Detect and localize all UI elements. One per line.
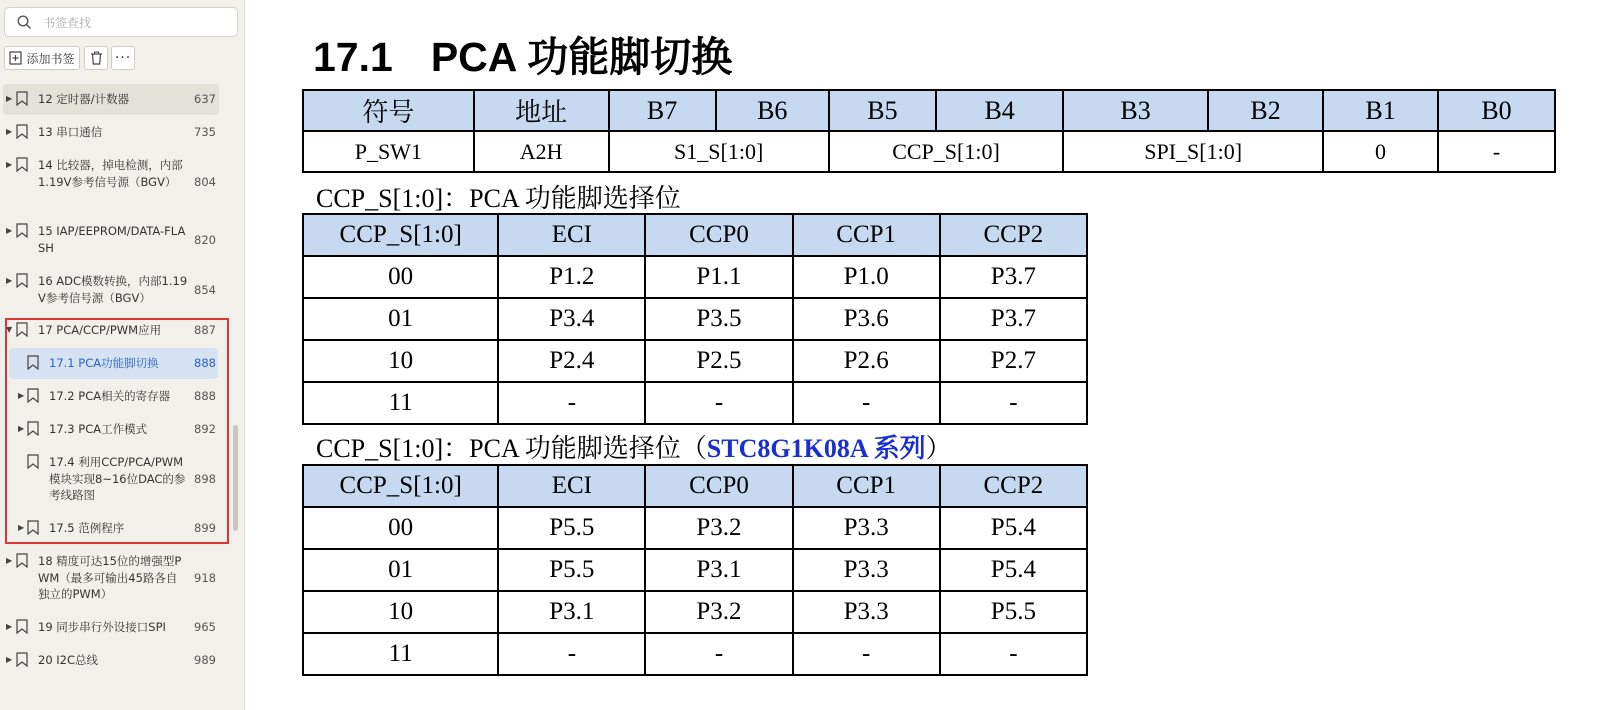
bookmark-search-box[interactable] [4,7,238,37]
cell: - [793,382,940,424]
delete-bookmark-button[interactable] [84,46,108,70]
table-row [303,340,1087,382]
cell: - [1438,131,1555,172]
bookmark-search-input[interactable] [41,13,231,33]
expand-arrow-icon[interactable]: ▶ [6,655,13,664]
cell: P2.6 [793,340,940,382]
toc-page: 804 [194,175,216,189]
header-cell: CCP2 [940,465,1087,507]
search-icon [17,15,32,30]
cell: P5.4 [940,507,1087,549]
cell: P5.5 [498,507,645,549]
more-options-label: ··· [114,50,132,66]
bookmark-icon [16,124,28,139]
table-row [303,131,1555,172]
expand-arrow-icon[interactable]: ▶ [6,226,13,235]
toc-page: 899 [194,521,216,535]
toc-page: 820 [194,233,216,247]
table-row [303,633,1087,675]
caption-highlight: STC8G1K08A 系列 [706,434,926,463]
header-cell: ECI [498,214,645,256]
toc-page: 888 [194,356,216,370]
toc-page: 898 [194,472,216,486]
table-row [303,591,1087,633]
cell: - [645,633,792,675]
toc-page: 887 [194,323,216,337]
sidebar-scrollbar[interactable] [233,425,238,531]
expand-arrow-icon[interactable]: ▶ [6,94,13,103]
bookmark-icon [16,157,28,172]
cell: 10 [303,591,498,633]
cell: P3.7 [940,298,1087,340]
header-cell: B0 [1438,90,1555,131]
cell: S1_S[1:0] [609,131,829,172]
header-cell: CCP_S[1:0] [303,214,498,256]
caption-prefix: CCP_S[1:0]：PCA 功能脚选择位（ [316,434,707,463]
header-cell: CCP1 [793,465,940,507]
cell: 01 [303,549,498,591]
toc-title: 14 比较器，掉电检测，内部1.19V参考信号源（BGV） [38,158,183,189]
annotation-red-box [5,318,229,544]
header-cell: CCP_S[1:0] [303,465,498,507]
toc-title: 12 定时器/计数器 [38,92,130,106]
collapse-arrow-icon[interactable]: ▼ [6,325,13,334]
header-cell: 符号 [303,90,474,131]
toc-title: 16 ADC模数转换，内部1.19V参考信号源（BGV） [38,274,188,305]
toc-title: 13 串口通信 [38,125,103,139]
table-row [303,549,1087,591]
table-row [303,507,1087,549]
bookmark-icon [16,91,28,106]
table-header-row [303,465,1087,507]
expand-arrow-icon[interactable]: ▶ [6,160,13,169]
cell: - [940,382,1087,424]
cell: SPI_S[1:0] [1063,131,1323,172]
toc-title: 17.3 PCA工作模式 [49,422,148,436]
cell: P1.1 [645,256,792,298]
cell: P3.4 [498,298,645,340]
header-cell: B4 [936,90,1063,131]
toc-page: 888 [194,389,216,403]
header-cell: B5 [829,90,936,131]
toc-page: 637 [194,92,216,106]
cell: P3.7 [940,256,1087,298]
header-cell: B7 [609,90,716,131]
header-cell: CCP2 [940,214,1087,256]
cell: 0 [1323,131,1438,172]
pin-select-table-2 [302,464,1088,676]
more-options-button[interactable] [111,46,135,70]
cell: P3.2 [645,591,792,633]
bookmark-icon [16,553,28,568]
header-cell: B2 [1208,90,1323,131]
cell: P3.6 [793,298,940,340]
cell: - [940,633,1087,675]
table-header-row [303,214,1087,256]
cell: P2.5 [645,340,792,382]
cell: P1.0 [793,256,940,298]
toc-title: 17.5 范例程序 [49,521,125,535]
cell: P1.2 [498,256,645,298]
cell: P5.5 [940,591,1087,633]
section-title: PCA 功能脚切换 [430,34,733,80]
header-cell: B6 [716,90,829,131]
trash-icon [90,51,103,65]
header-cell: CCP1 [793,214,940,256]
add-bookmark-button[interactable] [4,46,80,70]
toc-title: 18 精度可达15位的增强型PWM（最多可输出45路各自独立的PWM） [38,554,182,601]
header-cell: 地址 [474,90,609,131]
cell: 10 [303,340,498,382]
expand-arrow-icon[interactable]: ▶ [6,622,13,631]
toc-page: 735 [194,125,216,139]
cell: P3.3 [793,591,940,633]
header-cell: ECI [498,465,645,507]
cell: P3.3 [793,549,940,591]
bookmark-icon [16,652,28,667]
bookmark-icon [16,273,28,288]
toc-page: 989 [194,653,216,667]
add-bookmark-icon [9,51,22,65]
table-header-row [303,90,1555,131]
cell: 11 [303,633,498,675]
expand-arrow-icon[interactable]: ▶ [6,127,13,136]
cell: P5.4 [940,549,1087,591]
header-cell: B1 [1323,90,1438,131]
cell: P2.4 [498,340,645,382]
header-cell: CCP0 [645,214,792,256]
cell: CCP_S[1:0] [829,131,1063,172]
table-row [303,382,1087,424]
add-bookmark-label: 添加书签 [26,51,75,66]
header-cell: B3 [1063,90,1208,131]
cell: - [793,633,940,675]
toc-title: 17.2 PCA相关的寄存器 [49,389,171,403]
cell: P3.3 [793,507,940,549]
cell: 01 [303,298,498,340]
cell: 00 [303,256,498,298]
page-title [313,24,732,83]
toc-page: 918 [194,571,216,585]
toc-title: 15 IAP/EEPROM/DATA-FLASH [38,224,186,255]
toc-title: 17 PCA/CCP/PWM应用 [38,323,162,337]
expand-arrow-icon[interactable]: ▶ [6,556,13,565]
cell: P2.7 [940,340,1087,382]
table-caption-2 [316,428,952,465]
cell: 00 [303,507,498,549]
table-row [303,298,1087,340]
bookmark-sidebar [0,0,245,710]
expand-arrow-icon[interactable]: ▶ [18,391,25,400]
header-cell: CCP0 [645,465,792,507]
pin-select-table-1 [302,213,1088,425]
cell: P_SW1 [303,131,474,172]
cell: P3.5 [645,298,792,340]
cell: P5.5 [498,549,645,591]
cell: - [498,382,645,424]
toc-title: 20 I2C总线 [38,653,99,667]
cell: P3.1 [645,549,792,591]
toc-title: 19 同步串行外设接口SPI [38,620,166,634]
document-page [245,0,1616,710]
expand-arrow-icon[interactable]: ▶ [18,424,25,433]
caption-suffix: ） [925,434,952,463]
toc-title: 17.1 PCA功能脚切换 [49,356,159,370]
toc-page: 892 [194,422,216,436]
toc-page: 854 [194,283,216,297]
expand-arrow-icon[interactable]: ▶ [18,523,25,532]
cell: - [645,382,792,424]
register-table [302,89,1556,173]
expand-arrow-icon[interactable]: ▶ [6,276,13,285]
table-caption-1: CCP_S[1:0]：PCA 功能脚选择位 [316,184,681,213]
cell: 11 [303,382,498,424]
cell: P3.1 [498,591,645,633]
toc-page: 965 [194,620,216,634]
section-number: 17.1 [313,34,393,80]
toc-title: 17.4 利用CCP/PCA/PWM模块实现8~16位DAC的参考线路图 [49,455,186,502]
bookmark-icon [16,619,28,634]
table-row [303,256,1087,298]
cell: P3.2 [645,507,792,549]
bookmark-icon [16,223,28,238]
cell: A2H [474,131,609,172]
cell: - [498,633,645,675]
